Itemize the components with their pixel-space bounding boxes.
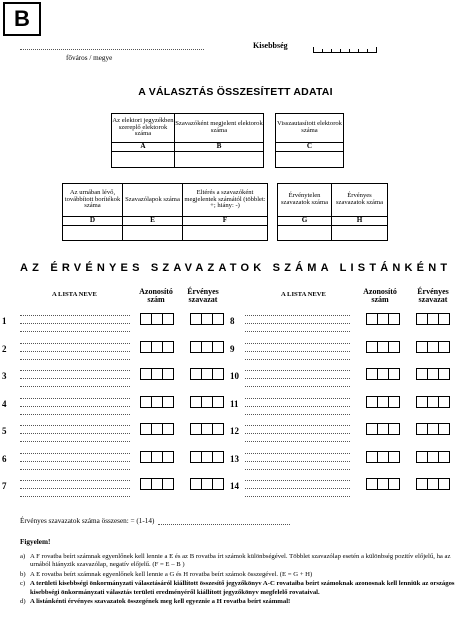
votes-digit-box[interactable]: [438, 423, 450, 435]
minority-code-field[interactable]: [313, 46, 377, 53]
code-cell-d: D: [62, 216, 123, 226]
row-number: 11: [230, 398, 239, 409]
header-cell-e: Szavazólapok száma: [122, 183, 183, 217]
row-number: 10: [230, 371, 239, 381]
header-cell-g: Érvénytelen szavazatok száma: [277, 183, 332, 217]
list-name-field[interactable]: [20, 315, 130, 316]
minority-label: Kisebbség: [253, 41, 288, 50]
col-votes-right: Érvényes szavazat: [417, 287, 449, 305]
input-cell-c[interactable]: [275, 151, 344, 168]
votes-digit-box[interactable]: [438, 451, 450, 463]
row-number: 2: [2, 343, 7, 354]
id-digit-box[interactable]: [162, 451, 174, 463]
col-list-name-left: A LISTA NEVE: [52, 291, 97, 298]
section2-title: AZ ÉRVÉNYES SZAVAZATOK SZÁMA LISTÁNKÉNT: [20, 262, 452, 274]
votes-digit-box[interactable]: [212, 478, 224, 490]
note-b: b) A E rovatba beírt számnak egyenlőnek kell lennie a G és H rovatba beírt számok összegével. (E = G + H): [20, 570, 313, 578]
list-name-field-line3[interactable]: [245, 414, 350, 415]
input-cell-a[interactable]: [111, 151, 175, 168]
header-cell-h: Érvényes szavazatok száma: [331, 183, 388, 217]
row-number: 1: [2, 316, 7, 326]
id-digit-box[interactable]: [388, 341, 400, 353]
code-cell-a: A: [111, 142, 175, 152]
col-list-name-right: A LISTA NEVE: [281, 291, 326, 298]
list-name-field-line2[interactable]: [20, 406, 130, 407]
code-cell-c: C: [275, 142, 344, 152]
list-name-field[interactable]: [245, 398, 350, 399]
votes-digit-box[interactable]: [438, 478, 450, 490]
id-digit-box[interactable]: [388, 451, 400, 463]
list-name-field-line2[interactable]: [245, 461, 350, 462]
list-name-field-line3[interactable]: [245, 386, 350, 387]
total-line: Érvényes szavazatok száma összesen: = (1-14): [20, 517, 155, 525]
list-name-field-line2[interactable]: [245, 406, 350, 407]
list-name-field-line2[interactable]: [20, 323, 130, 324]
list-name-field-line3[interactable]: [20, 496, 130, 497]
votes-digit-box[interactable]: [212, 423, 224, 435]
votes-digit-box[interactable]: [438, 368, 450, 380]
id-digit-box[interactable]: [388, 368, 400, 380]
page-letter: B: [14, 6, 30, 32]
list-name-field-line3[interactable]: [245, 359, 350, 360]
list-name-field[interactable]: [245, 453, 350, 454]
row-number: 7: [2, 481, 7, 491]
list-name-field[interactable]: [20, 343, 130, 344]
row-number: 13: [230, 453, 239, 464]
row-number: 14: [230, 481, 239, 491]
votes-digit-box[interactable]: [212, 313, 224, 325]
header-cell-f: Eltérés a szavazóként megjelentek számától (többlet: +; hiány: -): [182, 183, 268, 217]
list-name-field-line2[interactable]: [245, 378, 350, 379]
note-c: c) A területi kisebbségi önkormányzati választásáról kiállított összesítő jegyzőkönyv A-C rovataiba beírt számoknak azonosnak kell lenniük az országos kisebbségi önkormányzati választás területi eredményéről kiállított jegyzőkönyv megfelelő rovataival.: [20, 580, 455, 596]
col-id-left: Azonosító szám: [139, 287, 173, 305]
col-votes-left: Érvényes szavazat: [187, 287, 219, 305]
location-label: főváros / megye: [66, 54, 113, 62]
list-name-field[interactable]: [245, 425, 350, 426]
list-name-field[interactable]: [20, 370, 130, 371]
page-letter-box: [3, 2, 41, 36]
input-cell-e[interactable]: [122, 225, 183, 241]
note-a: a) A F rovatba beírt számnak egyenlőnek kell lennie a E és az B rovatba írt számok különbségével. Többlet szavazólap esetén a különbség pozitív előjelű, ha az urnából hiányzik szavazólap, negatív előjelű. (F = E – B ): [20, 553, 451, 569]
list-name-field[interactable]: [245, 480, 350, 481]
list-name-field-line3[interactable]: [20, 386, 130, 387]
row-number: 8: [230, 316, 235, 326]
id-digit-box[interactable]: [162, 313, 174, 325]
list-name-field[interactable]: [245, 370, 350, 371]
list-name-field-line2[interactable]: [20, 378, 130, 379]
list-name-field[interactable]: [20, 453, 130, 454]
list-name-field[interactable]: [20, 425, 130, 426]
code-cell-b: B: [174, 142, 264, 152]
list-name-field-line2[interactable]: [245, 488, 350, 489]
list-name-field-line3[interactable]: [20, 331, 130, 332]
input-cell-h[interactable]: [331, 225, 388, 241]
id-digit-box[interactable]: [388, 478, 400, 490]
list-name-field[interactable]: [245, 315, 350, 316]
list-name-field-line2[interactable]: [20, 461, 130, 462]
col-id-right: Azonosító szám: [363, 287, 397, 305]
list-name-field-line2[interactable]: [245, 323, 350, 324]
votes-digit-box[interactable]: [438, 313, 450, 325]
notes-title: Figyelem!: [20, 538, 51, 546]
location-field[interactable]: [20, 49, 204, 50]
header-cell-a: Az elektori jegyzékben szereplő elektorok száma: [111, 113, 175, 143]
list-name-field[interactable]: [20, 398, 130, 399]
row-number: 3: [2, 371, 7, 381]
id-digit-box[interactable]: [162, 423, 174, 435]
note-d: d) A listánkénti érvényes szavazatok összegének meg kell egyeznie a H rovatba beírt számmal!: [20, 597, 291, 605]
section1-title: A VÁLASZTÁS ÖSSZESÍTETT ADATAI: [138, 86, 333, 98]
row-number: 4: [2, 398, 7, 409]
code-cell-e: E: [122, 216, 183, 226]
list-name-field-line2[interactable]: [20, 488, 130, 489]
list-name-field-line3[interactable]: [245, 441, 350, 442]
id-digit-box[interactable]: [162, 478, 174, 490]
code-cell-g: G: [277, 216, 332, 226]
notes-list: [20, 553, 460, 606]
header-cell-b: Szavazóként megjelent elektorok száma: [174, 113, 264, 143]
list-name-field[interactable]: [20, 480, 130, 481]
id-digit-box[interactable]: [162, 341, 174, 353]
list-name-field-line3[interactable]: [20, 414, 130, 415]
list-name-field-line2[interactable]: [20, 433, 130, 434]
list-name-field-line3[interactable]: [245, 469, 350, 470]
id-digit-box[interactable]: [388, 313, 400, 325]
list-name-field-line3[interactable]: [20, 441, 130, 442]
row-number: 5: [2, 426, 7, 436]
list-name-field[interactable]: [245, 343, 350, 344]
id-digit-box[interactable]: [162, 396, 174, 408]
votes-digit-box[interactable]: [212, 451, 224, 463]
row-number: 6: [2, 453, 7, 464]
votes-digit-box[interactable]: [212, 341, 224, 353]
id-digit-box[interactable]: [162, 368, 174, 380]
input-cell-g[interactable]: [277, 225, 332, 241]
input-cell-b[interactable]: [174, 151, 264, 168]
votes-digit-box[interactable]: [212, 396, 224, 408]
list-name-field-line3[interactable]: [20, 469, 130, 470]
code-cell-h: H: [331, 216, 388, 226]
votes-digit-box[interactable]: [438, 396, 450, 408]
votes-digit-box[interactable]: [438, 341, 450, 353]
list-name-field-line2[interactable]: [245, 433, 350, 434]
list-name-field-line3[interactable]: [20, 359, 130, 360]
votes-digit-box[interactable]: [212, 368, 224, 380]
input-cell-f[interactable]: [182, 225, 268, 241]
list-name-field-line2[interactable]: [20, 351, 130, 352]
id-digit-box[interactable]: [388, 396, 400, 408]
header-cell-d: Az urnában lévő, továbbított borítékok száma: [62, 183, 123, 217]
total-field[interactable]: [158, 524, 290, 525]
list-name-field-line3[interactable]: [245, 331, 350, 332]
row-number: 12: [230, 426, 239, 436]
list-name-field-line2[interactable]: [245, 351, 350, 352]
input-cell-d[interactable]: [62, 225, 123, 241]
id-digit-box[interactable]: [388, 423, 400, 435]
row-number: 9: [230, 343, 235, 354]
code-cell-f: F: [182, 216, 268, 226]
list-name-field-line3[interactable]: [245, 496, 350, 497]
header-cell-c: Visszautasított elektorok száma: [275, 113, 344, 143]
